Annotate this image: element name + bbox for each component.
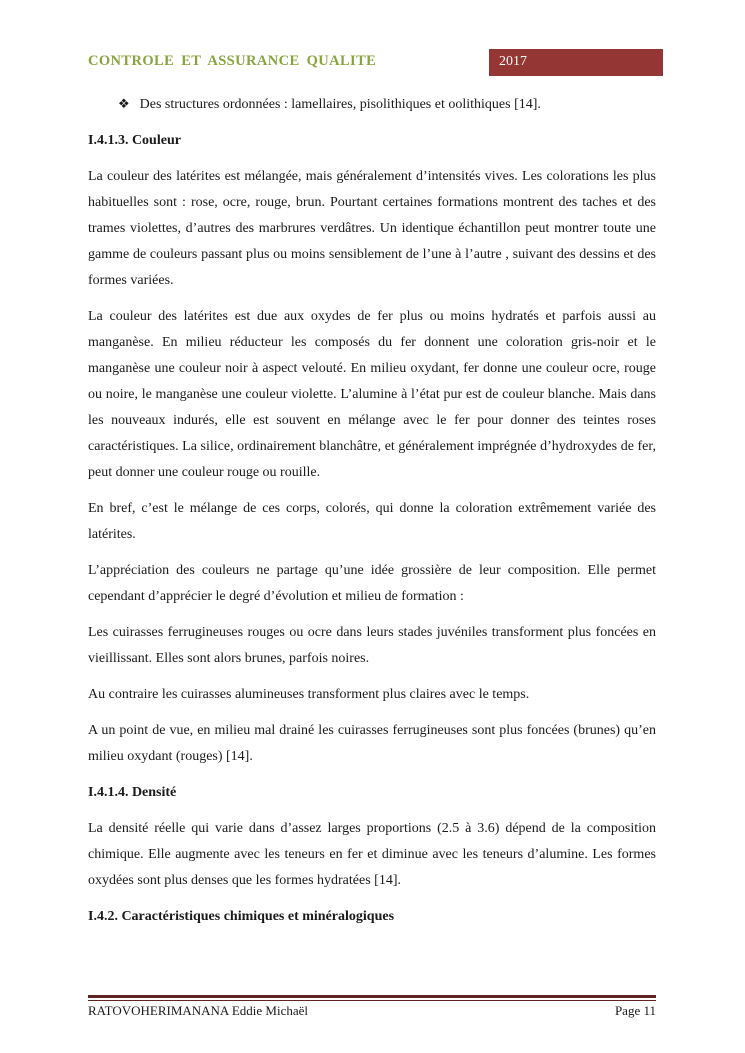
bullet-text: Des structures ordonnées : lamellaires, pisolithiques et oolithiques [14]. (139, 97, 541, 112)
page-content (88, 91, 656, 940)
section-heading-chimie: I.4.2. Caractéristiques chimiques et minéralogiques (88, 909, 395, 924)
footer-author: RATOVOHERIMANANA Eddie Michaël (88, 1003, 309, 1018)
paragraph: La couleur des latérites est due aux oxydes de fer plus ou moins hydratés et parfois aussi au manganèse. En milieu réducteur les composés du fer donnent une coloration gris-noir et le manganèse une couleur noir à aspect velouté. En milieu oxydant, fer donne une couleur ocre, rouge ou noire, le manganèse une couleur violette. L’alumine à l’état pur est de couleur blanche. Mais dans les nouveaux indurés, elle est souvent en mélange avec le fer pour donner des teintes roses caractéristiques. La silice, ordinairement blanchâtre, et généralement imprégnée d’hydroxydes de fer, peut donner une couleur rouge ou rouille. (88, 309, 656, 480)
section-heading-couleur: I.4.1.3. Couleur (88, 133, 181, 148)
paragraph: La densité réelle qui varie dans d’assez larges proportions (2.5 à 3.6) dépend de la composition chimique. Elle augmente avec les teneurs en fer et diminue avec les teneurs d’alumine. Les formes oxydées sont plus denses que les formes hydratées [14]. (88, 821, 656, 888)
header-title: CONTROLE ET ASSURANCE QUALITE (88, 53, 377, 69)
paragraph: Au contraire les cuirasses alumineuses transforment plus claires avec le temps. (88, 687, 530, 702)
footer-divider-thick (88, 995, 656, 998)
page-number: Page 11 (614, 1003, 656, 1018)
footer-divider-thin (88, 1000, 656, 1001)
paragraph: Les cuirasses ferrugineuses rouges ou ocre dans leurs stades juvéniles transforment plus foncées en vieillissant. Elles sont alors brunes, parfois noires. (88, 625, 656, 666)
section-heading-densite: I.4.1.4. Densité (88, 785, 177, 800)
paragraph: La couleur des latérites est mélangée, mais généralement d’intensités vives. Les colorations les plus habituelles sont : rose, ocre, rouge, brun. Pourtant certaines formations montrent des taches et des trames violettes, d’autres des marbrures verdâtres. Un identique échantillon peut montrer toute une gamme de couleurs passant plus ou moins sensiblement de l’une à l’autre , suivant des dessins et des formes variées. (88, 169, 656, 288)
paragraph: A un point de vue, en milieu mal drainé les cuirasses ferrugineuses sont plus foncées (brunes) qu’en milieu oxydant (rouges) [14]. (88, 723, 656, 764)
paragraph: En bref, c’est le mélange de ces corps, colorés, qui donne la coloration extrêmement variée des latérites. (88, 501, 656, 542)
header-year-badge: 2017 (489, 49, 663, 76)
paragraph: L’appréciation des couleurs ne partage qu’une idée grossière de leur composition. Elle permet cependant d’apprécier le degré d’évolution et milieu de formation : (88, 563, 656, 604)
diamond-bullet-icon: ❖ (118, 96, 130, 111)
bullet-item (118, 91, 656, 118)
